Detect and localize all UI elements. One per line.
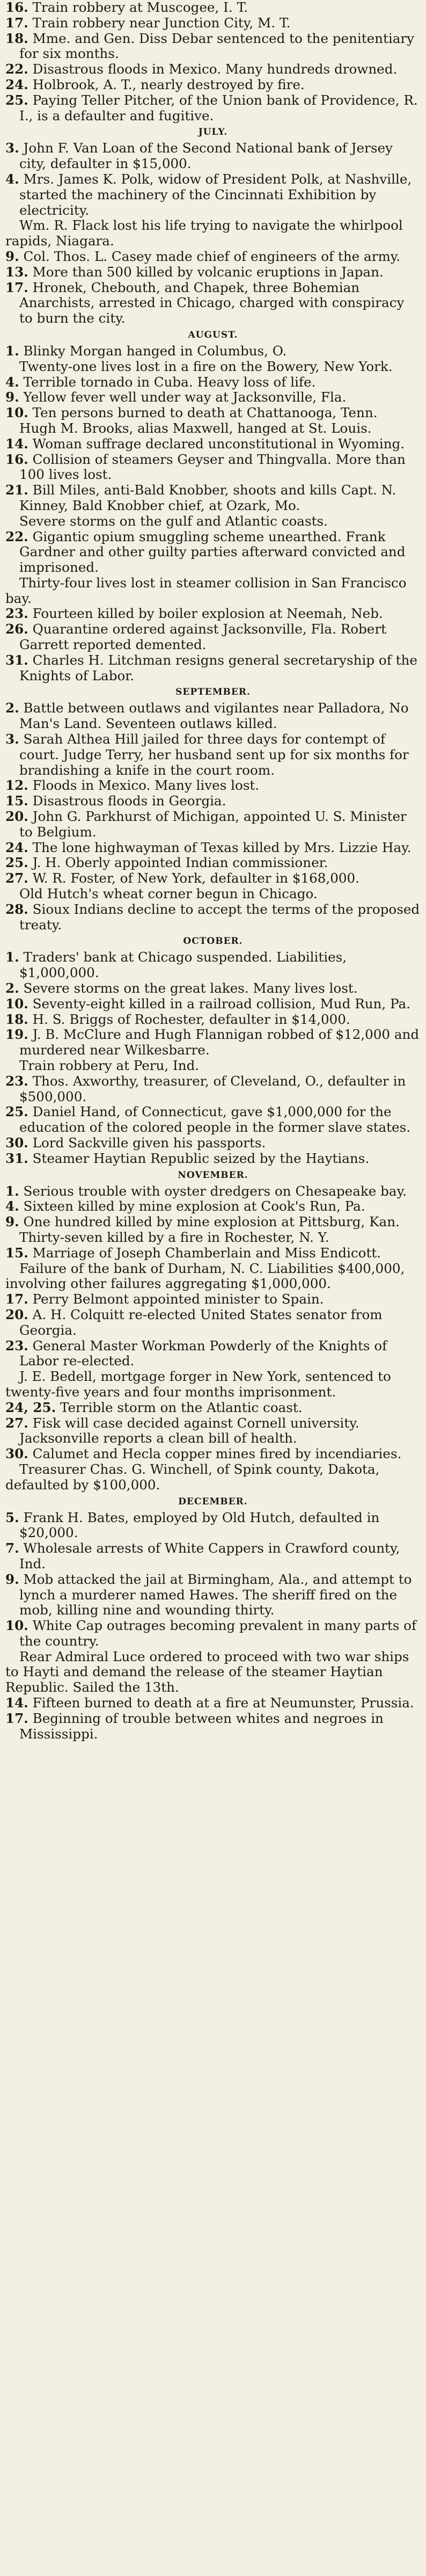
event-entry bbox=[5, 732, 421, 778]
event-text: Sarah Althea Hill jailed for three days for contempt of court. Judge Terry, her husband sent up for six months for brandishing a knife in the court room. bbox=[19, 731, 409, 778]
event-entry bbox=[5, 280, 421, 326]
event-text: General Master Workman Powderly of the Knights of Labor re-elected. bbox=[19, 1337, 387, 1369]
event-entry bbox=[5, 0, 421, 16]
event-entry bbox=[5, 606, 421, 622]
event-entry bbox=[5, 1369, 421, 1400]
event-text: Disastrous floods in Mexico. Many hundreds drowned. bbox=[32, 61, 398, 77]
event-entry bbox=[5, 1416, 421, 1431]
event-entry bbox=[5, 871, 421, 886]
event-text: Perry Belmont appointed minister to Spain. bbox=[32, 1291, 324, 1307]
event-entry bbox=[5, 1214, 421, 1230]
event-entry bbox=[5, 31, 421, 62]
event-text: White Cap outrages becoming prevalent in many parts of the country. bbox=[19, 1618, 417, 1649]
event-text: Old Hutch's wheat corner begun in Chicago. bbox=[19, 886, 318, 902]
event-day: 3. bbox=[5, 731, 19, 747]
event-entry bbox=[5, 1199, 421, 1214]
event-entry bbox=[5, 1151, 421, 1167]
event-day: 9. bbox=[5, 1571, 19, 1587]
event-day: 20. bbox=[5, 1306, 28, 1322]
event-entry bbox=[5, 1058, 421, 1074]
event-entry bbox=[5, 172, 421, 218]
event-day: 2. bbox=[5, 700, 19, 716]
event-entry bbox=[5, 1541, 421, 1572]
event-day: 9. bbox=[5, 248, 19, 264]
event-text: Sixteen killed by mine explosion at Cook's Run, Pa. bbox=[23, 1198, 365, 1214]
event-day: 17. bbox=[5, 14, 28, 31]
event-entry bbox=[5, 1572, 421, 1618]
event-day: 25. bbox=[5, 855, 28, 871]
event-text: Quarantine ordered against Jacksonville, Fla. Robert Garrett reported demented. bbox=[19, 621, 386, 653]
month-heading: JULY. bbox=[198, 127, 228, 138]
event-text: J. E. Bedell, mortgage forger in New York, sentenced to twenty-five years and four months imprisonment. bbox=[5, 1369, 391, 1400]
event-day: 24. bbox=[5, 839, 28, 855]
event-text: Gigantic opium smuggling scheme unearthed. Frank Gardner and other guilty parties afterward convicted and imprisoned. bbox=[19, 528, 406, 576]
month-heading: OCTOBER. bbox=[183, 936, 243, 947]
event-text: Collision of steamers Geyser and Thingvalla. More than 100 lives lost. bbox=[19, 451, 406, 483]
event-day: 4. bbox=[5, 1198, 19, 1214]
event-day: 4. bbox=[5, 171, 19, 187]
event-entry bbox=[5, 62, 421, 77]
event-entry bbox=[5, 16, 421, 31]
event-day: 10. bbox=[5, 1618, 28, 1634]
event-text: Beginning of trouble between whites and negroes in Mississippi. bbox=[19, 1710, 384, 1742]
event-text: W. R. Foster, of New York, defaulter in $168,000. bbox=[32, 870, 360, 886]
event-day: 2. bbox=[5, 980, 19, 996]
event-day: 23. bbox=[5, 1337, 28, 1354]
event-text: Holbrook, A. T., nearly destroyed by fire. bbox=[32, 76, 305, 92]
event-text: Twenty-one lives lost in a fire on the Bowery, New York. bbox=[19, 358, 393, 374]
event-entry bbox=[5, 141, 421, 172]
event-day: 14. bbox=[5, 435, 28, 452]
event-day: 15. bbox=[5, 793, 28, 809]
event-text: Calumet and Hecla copper mines fired by incendiaries. bbox=[32, 1446, 402, 1462]
event-text: Rear Admiral Luce ordered to proceed with two war ships to Hayti and demand the release of the steamer Haytian Republic. Sailed the 13th. bbox=[5, 1648, 409, 1695]
event-text: Traders' bank at Chicago suspended. Liabilities, $1,000,000. bbox=[19, 949, 347, 981]
event-text: Fifteen burned to death at a fire at Neumunster, Prussia. bbox=[32, 1695, 414, 1711]
event-day: 9. bbox=[5, 389, 19, 405]
event-text: Col. Thos. L. Casey made chief of engineers of the army. bbox=[23, 248, 401, 264]
event-text: J. B. McClure and Hugh Flannigan robbed of $12,000 and murdered near Wilkesbarre. bbox=[19, 1027, 420, 1058]
event-entry bbox=[5, 1246, 421, 1261]
event-entry bbox=[5, 1446, 421, 1462]
event-text: Sioux Indians decline to accept the terms of the proposed treaty. bbox=[19, 901, 420, 933]
event-day: 16. bbox=[5, 0, 28, 15]
event-text: Serious trouble with oyster dredgers on Chesapeake bay. bbox=[23, 1183, 407, 1199]
event-text: Terrible storm on the Atlantic coast. bbox=[60, 1399, 303, 1415]
event-entry bbox=[5, 840, 421, 856]
event-entry bbox=[5, 249, 421, 265]
event-day: 3. bbox=[5, 140, 19, 156]
event-day: 24, 25. bbox=[5, 1399, 56, 1415]
event-entry bbox=[5, 514, 421, 529]
event-text: Yellow fever well under way at Jacksonville, Fla. bbox=[23, 389, 347, 405]
event-text: Disastrous floods in Georgia. bbox=[32, 793, 226, 809]
event-text: Paying Teller Pitcher, of the Union bank of Providence, R. I., is a defaulter and fugitive. bbox=[19, 92, 418, 123]
event-text: H. S. Briggs of Rochester, defaulter in $14,000. bbox=[32, 1011, 350, 1027]
event-entry bbox=[5, 483, 421, 514]
event-day: 31. bbox=[5, 652, 28, 668]
event-text: Floods in Mexico. Many lives lost. bbox=[32, 777, 260, 794]
event-entry bbox=[5, 622, 421, 653]
event-entry bbox=[5, 1431, 421, 1446]
event-entry bbox=[5, 1400, 421, 1416]
event-day: 21. bbox=[5, 482, 28, 498]
event-day: 22. bbox=[5, 61, 28, 77]
event-text: Thirty-four lives lost in steamer collision in San Francisco bay. bbox=[5, 574, 407, 606]
event-text: Mob attacked the jail at Birmingham, Ala., and attempt to lynch a murderer named Hawes. The sheriff fired on the mob, killing nine and wounding thirty. bbox=[19, 1571, 412, 1618]
event-entry bbox=[5, 359, 421, 375]
event-text: Bill Miles, anti-Bald Knobber, shoots and kills Capt. N. Kinney, Bald Knobber chief, at Ozark, Mo. bbox=[19, 482, 396, 513]
event-entry bbox=[5, 1292, 421, 1307]
event-entry bbox=[5, 902, 421, 933]
event-entry bbox=[5, 265, 421, 280]
event-text: Lord Sackville given his passports. bbox=[32, 1134, 266, 1151]
event-day: 15. bbox=[5, 1245, 28, 1261]
event-day: 27. bbox=[5, 870, 28, 886]
event-text: Frank H. Bates, employed by Old Hutch, defaulted in $20,000. bbox=[19, 1509, 380, 1541]
event-entry bbox=[5, 344, 421, 359]
event-day: 23. bbox=[5, 606, 28, 622]
event-entry bbox=[5, 1307, 421, 1338]
event-entry bbox=[5, 93, 421, 124]
event-day: 28. bbox=[5, 901, 28, 917]
event-entry bbox=[5, 1012, 421, 1028]
event-entry bbox=[5, 950, 421, 981]
event-text: One hundred killed by mine explosion at Pittsburg, Kan. bbox=[23, 1214, 400, 1230]
event-day: 1. bbox=[5, 1183, 19, 1199]
event-day: 13. bbox=[5, 264, 28, 280]
event-entry bbox=[5, 576, 421, 607]
event-text: Failure of the bank of Durham, N. C. Liabilities $400,000, involving other failures aggregating $1,000,000. bbox=[5, 1260, 405, 1292]
event-entry bbox=[5, 886, 421, 902]
event-text: Thos. Axworthy, treasurer, of Cleveland, O., defaulter in $500,000. bbox=[19, 1073, 406, 1104]
event-text: Mrs. James K. Polk, widow of President Polk, at Nashville, started the machinery of the Cincinnati Exhibition by electricity. bbox=[19, 171, 412, 218]
event-day: 9. bbox=[5, 1214, 19, 1230]
event-text: Wm. R. Flack lost his life trying to navigate the whirlpool rapids, Niagara. bbox=[5, 217, 403, 249]
event-day: 19. bbox=[5, 1027, 28, 1043]
event-text: Mme. and Gen. Diss Debar sentenced to the penitentiary for six months. bbox=[19, 30, 415, 62]
event-text: Fourteen killed by boiler explosion at Neemah, Neb. bbox=[32, 606, 383, 622]
event-entry bbox=[5, 421, 421, 436]
event-text: Train robbery near Junction City, M. T. bbox=[32, 14, 291, 31]
event-text: Wholesale arrests of White Cappers in Crawford county, Ind. bbox=[19, 1540, 400, 1571]
event-text: Steamer Haytian Republic seized by the Haytians. bbox=[32, 1150, 370, 1166]
event-day: 18. bbox=[5, 1011, 28, 1027]
event-day: 10. bbox=[5, 995, 28, 1012]
event-day: 12. bbox=[5, 777, 28, 794]
event-day: 24. bbox=[5, 76, 28, 92]
event-day: 27. bbox=[5, 1415, 28, 1431]
event-text: The lone highwayman of Texas killed by Mrs. Lizzie Hay. bbox=[32, 839, 412, 855]
event-text: Severe storms on the great lakes. Many lives lost. bbox=[23, 980, 358, 996]
event-entry bbox=[5, 794, 421, 809]
event-day: 7. bbox=[5, 1540, 19, 1556]
event-text: Fisk will case decided against Cornell university. bbox=[32, 1415, 359, 1431]
event-day: 14. bbox=[5, 1695, 28, 1711]
event-entry bbox=[5, 436, 421, 452]
event-entry bbox=[5, 809, 421, 840]
event-day: 31. bbox=[5, 1150, 28, 1166]
event-day: 17. bbox=[5, 1291, 28, 1307]
event-entry bbox=[5, 981, 421, 996]
event-text: Woman suffrage declared unconstitutional in Wyoming. bbox=[32, 435, 405, 452]
event-day: 10. bbox=[5, 405, 28, 421]
event-entry bbox=[5, 375, 421, 390]
event-entry bbox=[5, 390, 421, 405]
event-text: Jacksonville reports a clean bill of health. bbox=[19, 1430, 297, 1446]
month-heading: AUGUST. bbox=[188, 329, 238, 340]
event-text: Blinky Morgan hanged in Columbus, O. bbox=[23, 343, 287, 359]
event-day: 1. bbox=[5, 343, 19, 359]
event-text: J. H. Oberly appointed Indian commissioner. bbox=[32, 855, 328, 871]
month-heading: NOVEMBER. bbox=[178, 1169, 248, 1181]
event-day: 1. bbox=[5, 949, 19, 965]
event-entry bbox=[5, 1136, 421, 1151]
event-day: 16. bbox=[5, 451, 28, 467]
month-heading: DECEMBER. bbox=[178, 1496, 248, 1507]
event-day: 22. bbox=[5, 528, 28, 544]
event-text: A. H. Colquitt re-elected United States senator from Georgia. bbox=[19, 1306, 383, 1338]
event-day: 4. bbox=[5, 374, 19, 390]
event-entry bbox=[5, 405, 421, 421]
event-entry bbox=[5, 1074, 421, 1105]
event-entry bbox=[5, 218, 421, 249]
event-entry bbox=[5, 1230, 421, 1246]
event-entry bbox=[5, 1695, 421, 1711]
event-text: Marriage of Joseph Chamberlain and Miss Endicott. bbox=[32, 1245, 381, 1261]
event-text: Hugh M. Brooks, alias Maxwell, hanged at St. Louis. bbox=[19, 420, 372, 436]
month-heading: SEPTEMBER. bbox=[175, 687, 251, 698]
event-day: 17. bbox=[5, 279, 28, 295]
event-entry bbox=[5, 996, 421, 1012]
event-entry bbox=[5, 529, 421, 576]
event-entry bbox=[5, 77, 421, 93]
event-entry bbox=[5, 855, 421, 871]
event-day: 26. bbox=[5, 621, 28, 637]
event-day: 5. bbox=[5, 1509, 19, 1525]
event-entry bbox=[5, 1104, 421, 1136]
event-day: 20. bbox=[5, 809, 28, 825]
event-entry bbox=[5, 1338, 421, 1370]
event-day: 30. bbox=[5, 1134, 28, 1151]
event-entry bbox=[5, 778, 421, 794]
event-day: 25. bbox=[5, 92, 28, 108]
event-text: Train robbery at Peru, Ind. bbox=[19, 1058, 200, 1073]
event-entry bbox=[5, 701, 421, 732]
event-text: Battle between outlaws and vigilantes near Palladora, No Man's Land. Seventeen outlaws killed. bbox=[19, 700, 409, 732]
event-text: Hronek, Chebouth, and Chapek, three Bohemian Anarchists, arrested in Chicago, charged with conspiracy to burn the city. bbox=[19, 279, 405, 326]
event-day: 17. bbox=[5, 1710, 28, 1726]
event-text: John F. Van Loan of the Second National bank of Jersey city, defaulter in $15,000. bbox=[19, 140, 393, 172]
event-text: Seventy-eight killed in a railroad collision, Mud Run, Pa. bbox=[32, 995, 410, 1012]
event-entry bbox=[5, 1027, 421, 1058]
event-text: Severe storms on the gulf and Atlantic coasts. bbox=[19, 513, 328, 529]
event-text: Terrible tornado in Cuba. Heavy loss of life. bbox=[23, 374, 316, 390]
event-entry bbox=[5, 1649, 421, 1695]
event-entry bbox=[5, 1711, 421, 1742]
event-entry bbox=[5, 1261, 421, 1292]
event-text: Charles H. Litchman resigns general secretaryship of the Knights of Labor. bbox=[19, 652, 417, 683]
event-entry bbox=[5, 653, 421, 684]
event-entry bbox=[5, 1618, 421, 1649]
event-text: Treasurer Chas. G. Winchell, of Spink county, Dakota, defaulted by $100,000. bbox=[5, 1461, 380, 1493]
event-day: 30. bbox=[5, 1446, 28, 1462]
event-day: 23. bbox=[5, 1073, 28, 1089]
event-text: Daniel Hand, of Connecticut, gave $1,000,000 for the education of the colored people in the former slave states. bbox=[19, 1104, 411, 1136]
event-text: Ten persons burned to death at Chattanooga, Tenn. bbox=[32, 405, 378, 421]
event-text: John G. Parkhurst of Michigan, appointed U. S. Minister to Belgium. bbox=[19, 809, 407, 840]
event-day: 18. bbox=[5, 30, 28, 46]
event-entry bbox=[5, 1462, 421, 1493]
event-entry bbox=[5, 1510, 421, 1541]
event-entry bbox=[5, 1184, 421, 1199]
event-text: Thirty-seven killed by a fire in Rochester, N. Y. bbox=[19, 1229, 329, 1245]
event-text: Train robbery at Muscogee, I. T. bbox=[32, 0, 248, 15]
event-text: More than 500 killed by volcanic eruptions in Japan. bbox=[32, 264, 384, 280]
event-day: 25. bbox=[5, 1104, 28, 1120]
event-entry bbox=[5, 452, 421, 483]
